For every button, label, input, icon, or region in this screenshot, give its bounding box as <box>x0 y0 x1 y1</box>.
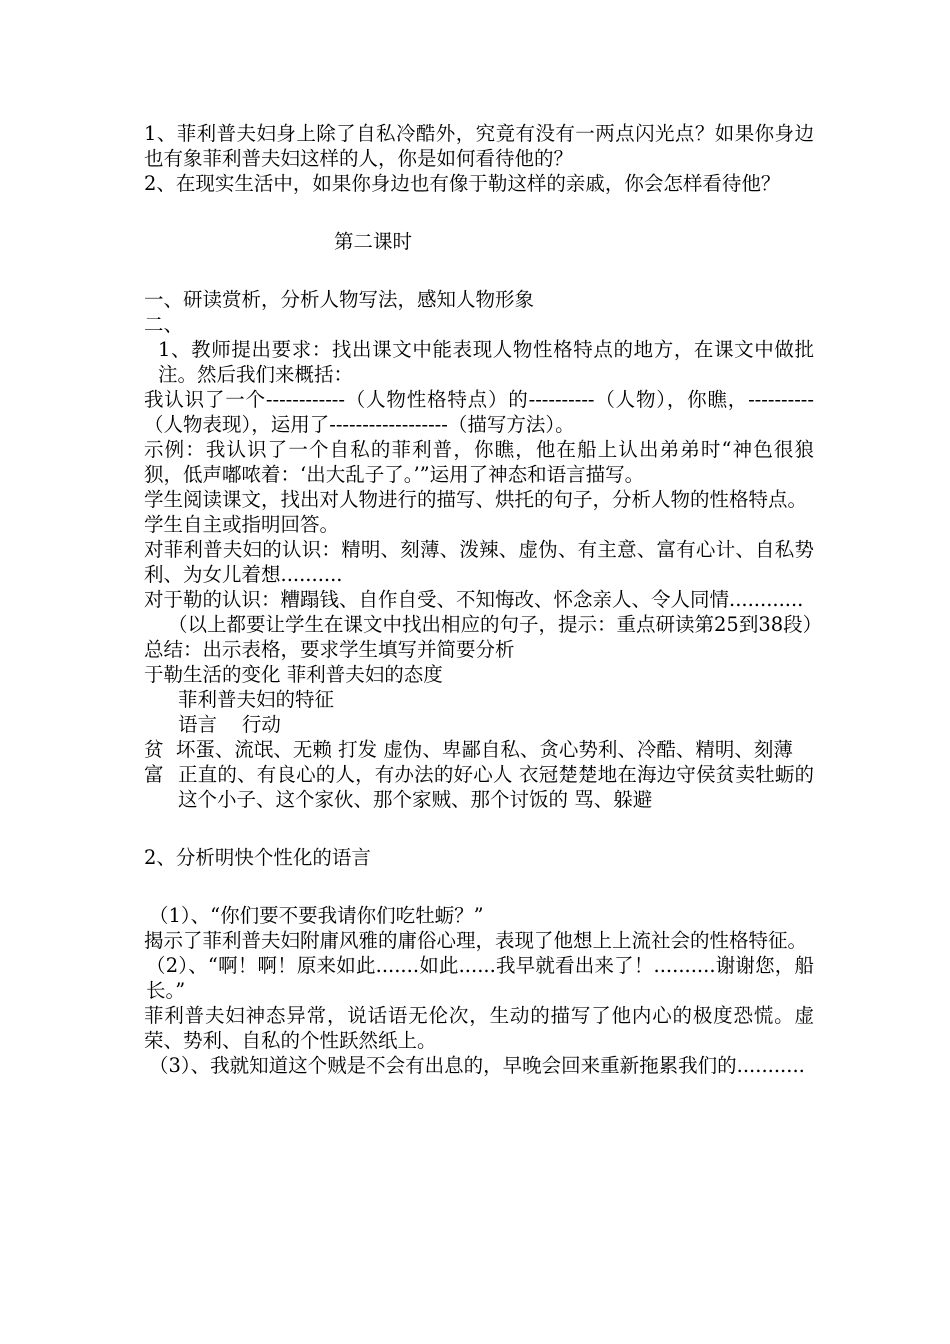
jules-traits: 对于勒的认识：糟蹋钱、自作自受、不知悔改、怀念亲人、令人同情............ <box>144 588 804 611</box>
table-header-3 <box>144 712 814 737</box>
task1-template: 我认识了一个------------（人物性格特点）的----------（人物），你瞧，----------（人物表现），运用了------------------（描写方法）。 <box>144 388 814 436</box>
spacer <box>144 870 814 903</box>
table-header-1: 于勒生活的变化 菲利普夫妇的态度 <box>144 663 443 686</box>
table-row-poor-label: 贫 <box>144 738 164 761</box>
spacer <box>144 812 814 845</box>
table-row-rich-label: 富 <box>144 763 164 786</box>
task2-q2-quote: （2）、“啊！啊！原来如此.......如此......我早就看出来了！..........谢谢您，船长。” <box>146 954 814 1002</box>
task1-example: 示例：我认识了一个自私的菲利普，你瞧，他在船上认出弟弟时“神色很狼狈，低声嘟哝着：‘出大乱子了。’”运用了神态和语言描写。 <box>144 438 814 486</box>
task1-prompt: 1、教师提出要求：找出课文中能表现人物性格特点的地方，在课文中做批注。然后我们来概括： <box>158 338 814 386</box>
question-2: 2、在现实生活中，如果你身边也有像于勒这样的亲戚，你会怎样看待他？ <box>144 172 781 195</box>
task1-student-read: 学生阅读课文，找出对人物进行的描写、烘托的句子，分析人物的性格特点。 <box>144 488 808 511</box>
table-header-action: 行动 <box>241 713 281 736</box>
task2-title: 2、分析明快个性化的语言 <box>144 846 371 869</box>
table-row-rich <box>144 762 814 812</box>
table-row-rich-text: 正直的、有良心的人，有办法的好心人 衣冠楚楚地在海边守侯贫卖牡蛎的这个小子、这个家伙、那个家贼、那个讨饭的 骂、躲避 <box>178 763 814 811</box>
task1-student-answer: 学生自主或指明回答。 <box>144 513 340 536</box>
task2-q1-quote: （1）、“你们要不要我请你们吃牡蛎？” <box>149 904 484 927</box>
section-heading-2: 二、 <box>144 313 184 336</box>
philippe-traits: 对菲利普夫妇的认识：精明、刻薄、泼辣、虚伪、有主意、富有心计、自私势利、为女儿着想.......... <box>144 538 814 586</box>
table-header-language: 语言 <box>178 713 218 736</box>
table-row-poor-text: 坏蛋、流氓、无赖 打发 虚伪、卑鄙自私、贪心势利、冷酷、精明、刻薄 <box>175 738 793 761</box>
task2-q3-quote: （3）、我就知道这个贼是不会有出息的，早晚会回来重新拖累我们的........... <box>149 1054 805 1077</box>
task2-q2-analysis: 菲利普夫妇神态异常，说话语无伦次，生动的描写了他内心的极度恐慌。虚荣、势利、自私的个性跃然纸上。 <box>144 1004 814 1052</box>
task1-summary: 总结：出示表格，要求学生填写并简要分析 <box>144 638 515 661</box>
task2-q1-analysis: 揭示了菲利普夫妇附庸风雅的庸俗心理，表现了他想上上流社会的性格特征。 <box>144 929 808 952</box>
document-page <box>144 121 823 1078</box>
section-heading-1: 一、研读赏析，分析人物写法，感知人物形象 <box>144 288 535 311</box>
question-1: 1、菲利普夫妇身上除了自私冷酷外，究竟有没有一两点闪光点？如果你身边也有象菲利普夫妇这样的人，你是如何看待他的？ <box>144 122 814 170</box>
table-row-poor <box>144 737 814 762</box>
spacer <box>144 254 814 287</box>
spacer <box>144 196 814 229</box>
task1-note: （以上都要让学生在课文中找出相应的句子，提示：重点研读第25到38段） <box>168 613 823 636</box>
lesson-title: 第二课时 <box>334 230 413 253</box>
table-header-2: 菲利普夫妇的特征 <box>178 688 335 711</box>
